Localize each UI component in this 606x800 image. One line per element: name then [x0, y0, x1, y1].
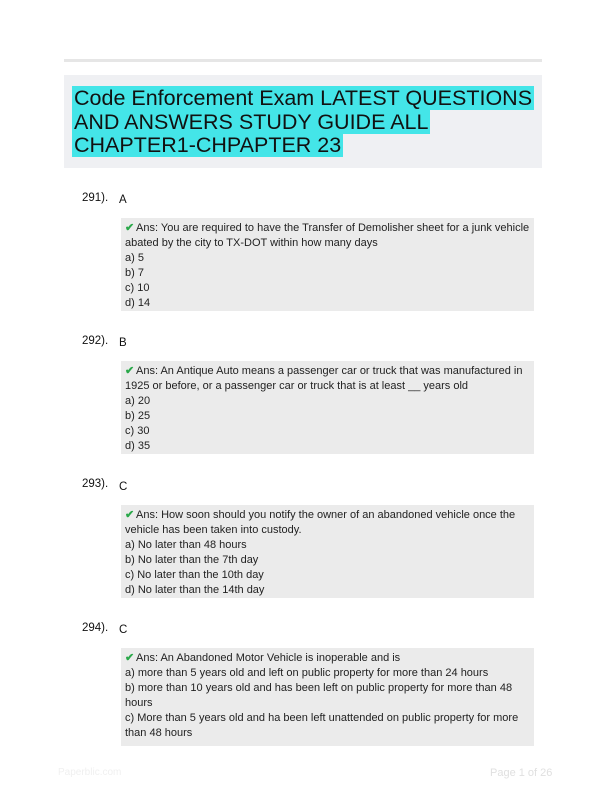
answer-letter: B	[119, 337, 127, 349]
question-text: Ans: An Antique Auto means a passenger car or truck that was manufactured in 1925 or before, or a passenger car or truck that is at least __ years old	[125, 365, 523, 392]
option: b) No later than the 7th day	[125, 554, 259, 566]
option: b) more than 10 years old and has been left on public property for more than 48 hours	[125, 682, 513, 709]
option: b) 25	[125, 410, 151, 422]
answer-box	[121, 648, 534, 746]
question-number: 291).	[82, 192, 109, 204]
check-icon: ✔	[125, 509, 135, 521]
answer-box	[121, 505, 534, 598]
question-number: 294).	[82, 622, 109, 634]
option: d) 35	[125, 440, 151, 452]
document-title	[72, 87, 536, 158]
option: a) 5	[125, 252, 144, 264]
page-indicator: Page 1 of 26	[490, 767, 553, 779]
question-text: Ans: An Abandoned Motor Vehicle is inoperable and is	[136, 652, 401, 664]
check-icon: ✔	[125, 365, 135, 377]
answer-letter: C	[119, 481, 128, 493]
document-title-text: Code Enforcement Exam LATEST QUESTIONS AND ANSWERS STUDY GUIDE ALL CHAPTER1-CHPAPTER 23	[74, 86, 533, 157]
option: b) 7	[125, 267, 144, 279]
option: a) more than 5 years old and left on public property for more than 24 hours	[125, 667, 489, 679]
option: c) 30	[125, 425, 150, 437]
answer-box	[121, 361, 534, 454]
top-divider	[64, 59, 542, 62]
check-icon: ✔	[125, 652, 135, 664]
title-block	[64, 75, 542, 168]
option: d) 14	[125, 297, 151, 309]
question-number: 292).	[82, 335, 109, 347]
option: a) No later than 48 hours	[125, 539, 247, 551]
question-text: Ans: How soon should you notify the owner of an abandoned vehicle once the vehicle has been taken into custody.	[125, 509, 516, 536]
check-icon: ✔	[125, 222, 135, 234]
question-number: 293).	[82, 478, 109, 490]
option: c) No later than the 10th day	[125, 569, 264, 581]
question-text: Ans: You are required to have the Transfer of Demolisher sheet for a junk vehicle abated by the city to TX-DOT within how many days	[125, 222, 530, 249]
footer-watermark: Paperblic.com	[58, 767, 122, 778]
answer-letter: C	[119, 624, 128, 636]
answer-box	[121, 218, 534, 311]
option: d) No later than the 14th day	[125, 584, 265, 596]
option: c) 10	[125, 282, 150, 294]
option: a) 20	[125, 395, 151, 407]
option: c) More than 5 years old and ha been left unattended on public property for more than 48 hours	[125, 712, 519, 739]
answer-letter: A	[119, 194, 127, 206]
